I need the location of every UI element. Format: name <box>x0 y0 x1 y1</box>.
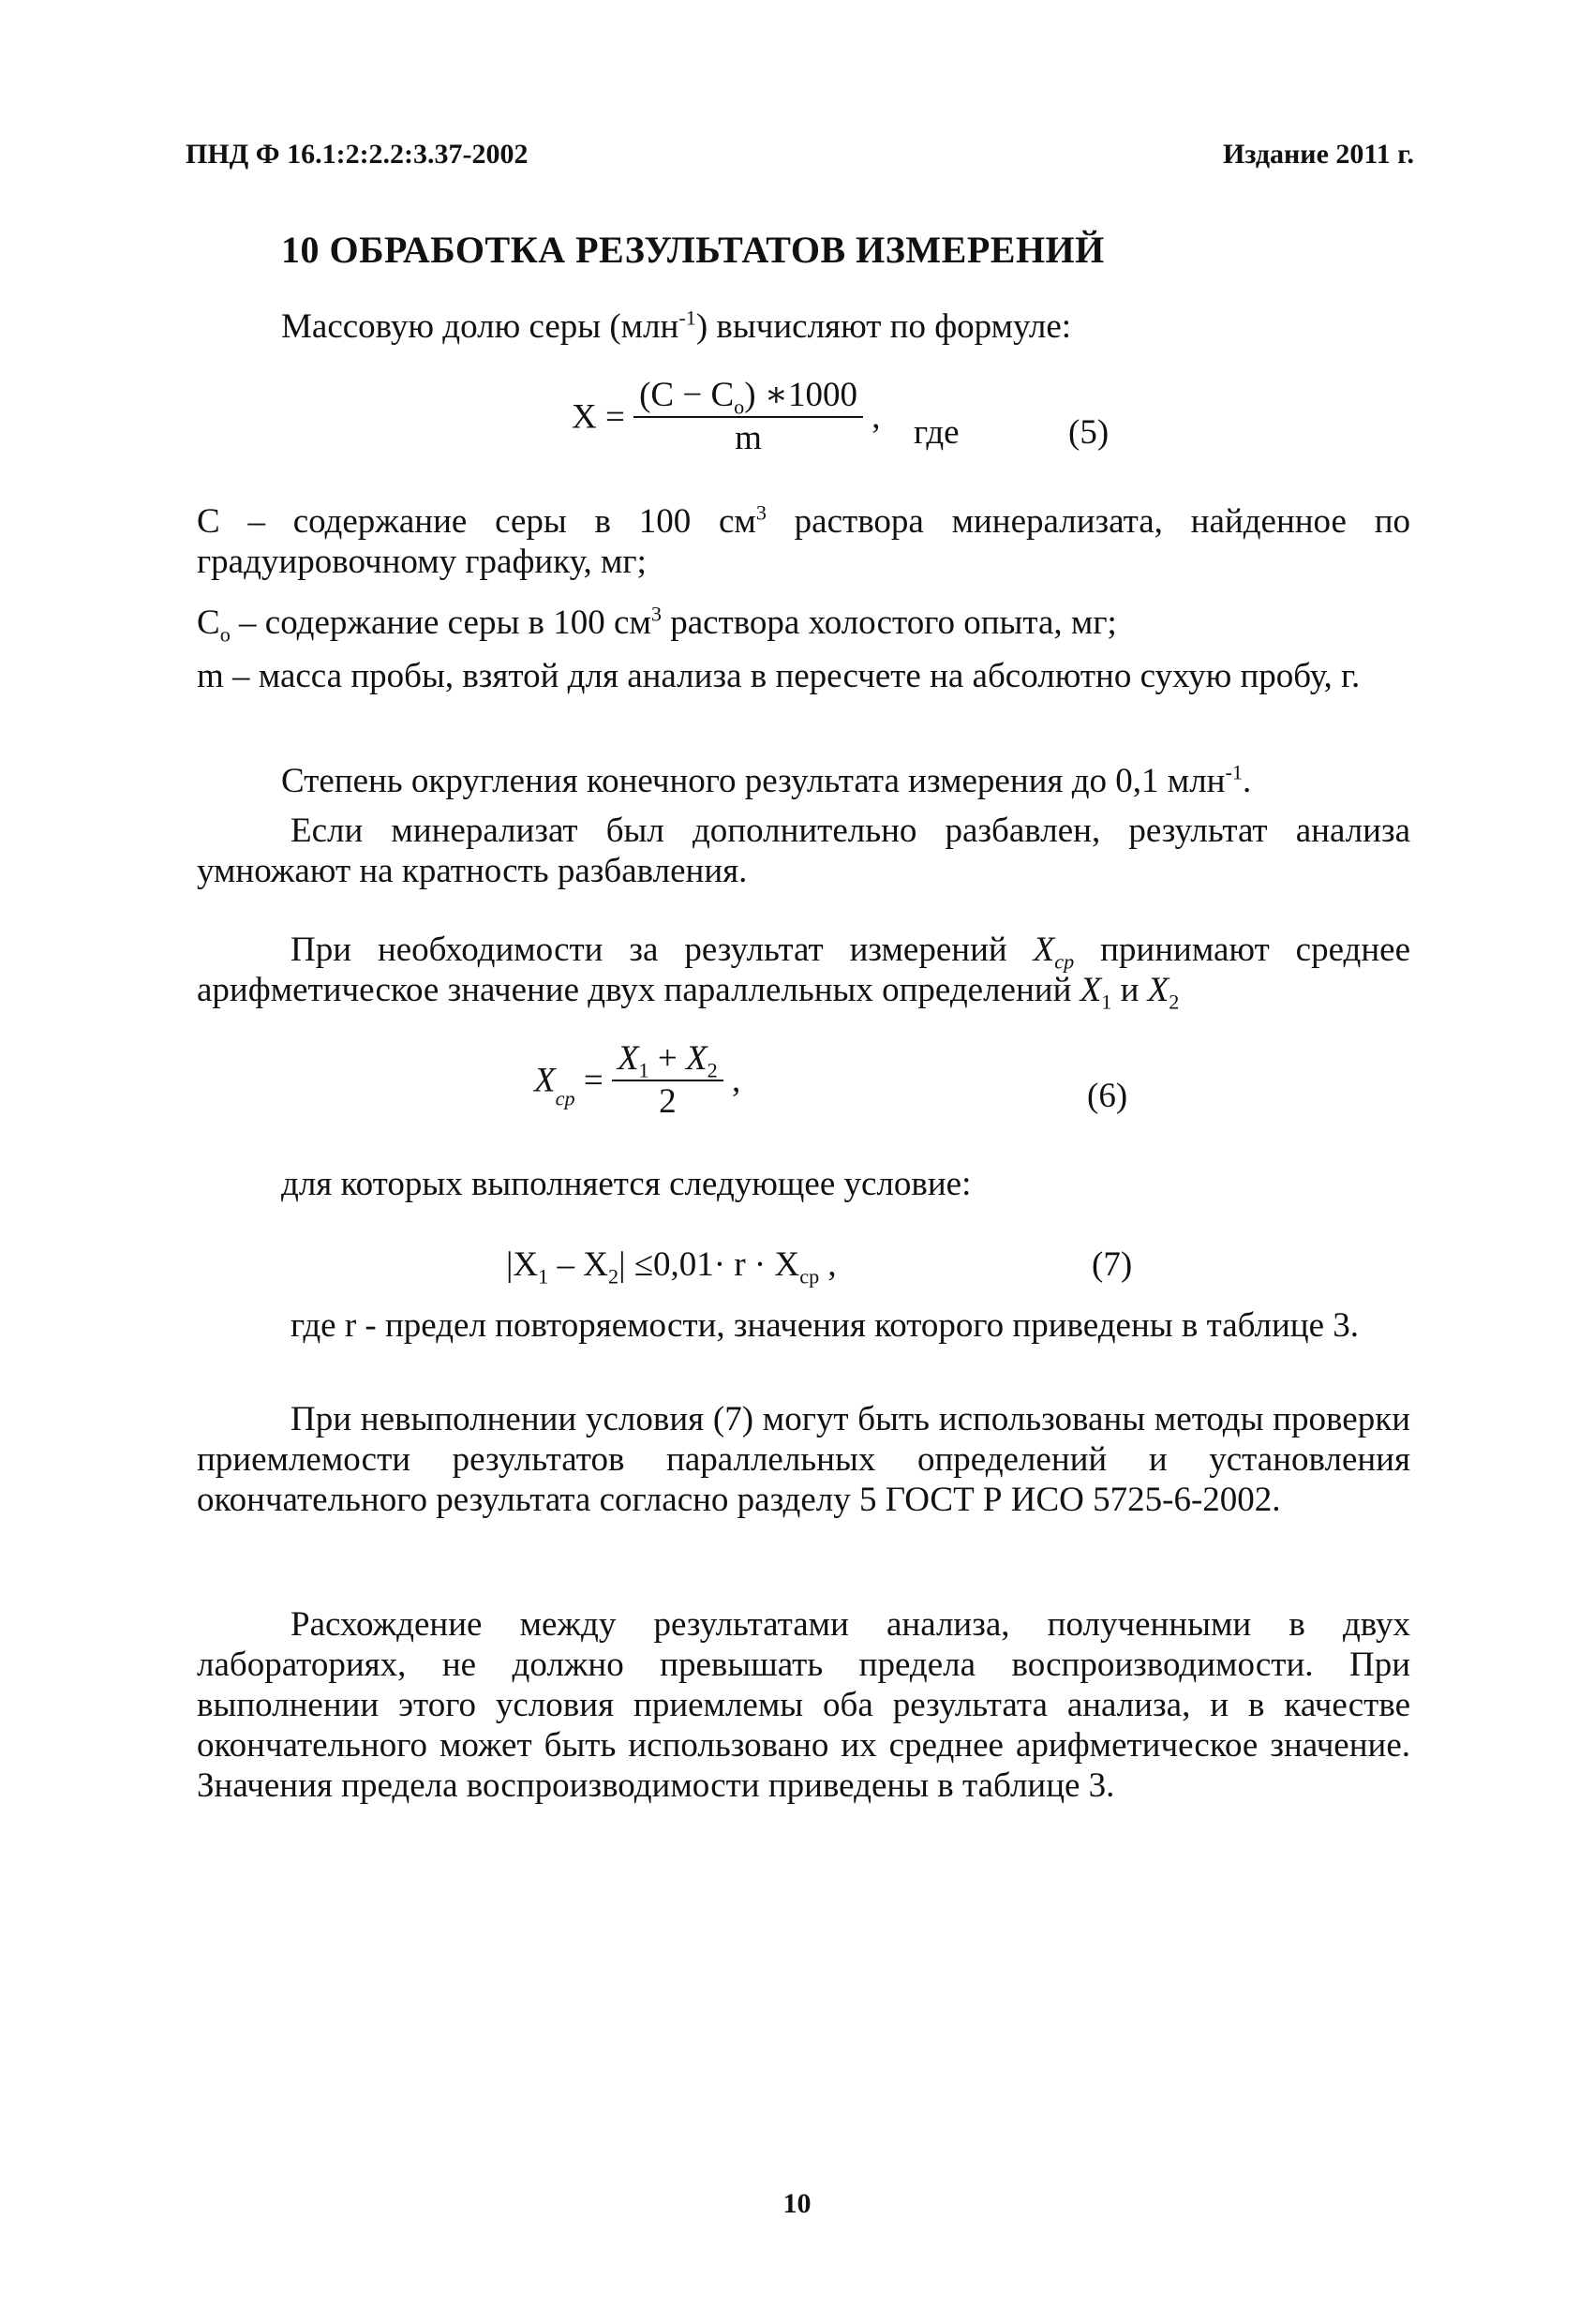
mean-xcp: X <box>1033 931 1055 969</box>
dilution-paragraph: Если минерализат был дополнительно разбавлен, результат анализа умножают на кратность разбавления. <box>197 812 1410 890</box>
formula7-sub1: 1 <box>538 1264 549 1289</box>
mean-x2: X <box>1147 971 1169 1009</box>
rounding-b: . <box>1242 762 1252 800</box>
formula5-number: (5) <box>1068 413 1110 452</box>
formula5-numerator <box>633 375 863 418</box>
page-number: 10 <box>782 2188 812 2219</box>
formula6-x1-sub: 1 <box>638 1058 649 1082</box>
section-title: 10 ОБРАБОТКА РЕЗУЛЬТАТОВ ИЗМЕРЕНИЙ <box>281 229 1105 271</box>
def-co-a: – содержание серы в 100 см <box>230 603 651 642</box>
formula6-fraction <box>612 1038 723 1123</box>
discrepancy-paragraph: Расхождение между результатами анализа, полученными в двух лабораториях, не должно превышать предела воспроизводимости. При выполнении этого условия приемлемы оба результата анализа, и в качестве окончательного может быть использовано их среднее арифметическое значение. Значения предела воспроизводимости приведены в таблице 3. <box>197 1605 1410 1805</box>
condition-intro: для которых выполняется следующее условие: <box>281 1165 972 1203</box>
rounding-line <box>281 761 1251 801</box>
intro-line <box>281 306 1071 347</box>
formula5-fraction <box>633 375 863 459</box>
def-co-sup: 3 <box>650 602 662 626</box>
formula6-number: (6) <box>1087 1077 1128 1115</box>
formula6-numerator <box>612 1038 723 1081</box>
def-c-a: С – содержание серы в 100 см <box>197 502 756 541</box>
mean-t2: принимают среднее арифметическое значение двух параллельных определений <box>197 931 1411 1009</box>
mean-x1: X <box>1080 971 1102 1009</box>
formula6-x2-sub: 2 <box>707 1058 718 1082</box>
formula7-comma: , <box>819 1245 837 1284</box>
formula6-denominator: 2 <box>659 1082 677 1121</box>
formula7-minus: – X <box>548 1245 608 1284</box>
formula5-denominator: m <box>735 419 762 457</box>
def-co-symbol: С <box>197 603 220 642</box>
def-co-sub: о <box>219 622 231 647</box>
formula5-comma: , <box>871 397 881 437</box>
formula5-where: где <box>914 413 960 452</box>
intro-text-before: Массовую долю серы (млн <box>281 307 679 346</box>
repeatability-definition: где r - предел повторяемости, значения которого приведены в таблице 3. <box>290 1306 1360 1345</box>
intro-sup: -1 <box>678 305 696 330</box>
mean-t1: При необходимости за результат измерений <box>290 931 1034 969</box>
formula6-lhs-sub: ср <box>555 1086 575 1110</box>
mean-paragraph <box>197 930 1411 1014</box>
definition-m: m – масса пробы, взятой для анализа в пересчете на абсолютно сухую пробу, г. <box>197 657 1361 695</box>
formula5-num-sub: o <box>734 395 745 419</box>
formula-6 <box>534 1038 740 1123</box>
formula7-sub3: ср <box>799 1264 820 1289</box>
formula5-num-a: (C − C <box>639 376 735 414</box>
formula7-a: |X <box>506 1245 539 1284</box>
formula6-x2: X <box>686 1039 708 1078</box>
def-co-b: раствора холостого опыта, мг; <box>661 603 1117 642</box>
formula5-lhs: X = <box>572 397 625 437</box>
definition-c <box>197 501 1410 582</box>
def-c-sup: 3 <box>755 500 767 525</box>
mean-xcp-sub: ср <box>1054 949 1075 974</box>
doc-code: ПНД Ф 16.1:2:2.2:3.37-2002 <box>186 139 529 170</box>
nonfulfillment-paragraph: При невыполнении условия (7) могут быть использованы методы проверки приемлемости результатов параллельных определений и установления окончательного результата согласно разделу 5 ГОСТ Р ИСО 5725-6-2002. <box>197 1400 1410 1519</box>
formula6-comma: , <box>731 1061 741 1100</box>
formula-5 <box>572 375 880 459</box>
formula6-lhs: X <box>534 1061 556 1100</box>
formula7-number: (7) <box>1092 1245 1133 1284</box>
mean-t3: и <box>1111 971 1148 1009</box>
intro-text-after: ) вычисляют по формуле: <box>695 307 1072 346</box>
def-c-b: раствора минерализата, найденное по градуировочному графику, мг; <box>197 502 1410 581</box>
formula6-equals: = <box>583 1061 603 1100</box>
definition-co <box>197 602 1410 647</box>
formula5-num-b: ) ∗1000 <box>744 376 857 414</box>
rounding-a: Степень округления конечного результата измерения до 0,1 млн <box>281 762 1226 800</box>
formula7-rest: | ≤0,01· r · X <box>618 1245 800 1284</box>
formula7-sub2: 2 <box>607 1264 619 1289</box>
mean-x2-sub: 2 <box>1169 990 1180 1014</box>
mean-x1-sub: 1 <box>1101 990 1112 1014</box>
edition-year: Издание 2011 г. <box>1223 139 1414 170</box>
formula6-plus: + <box>657 1039 678 1078</box>
formula-7 <box>506 1244 837 1289</box>
rounding-sup: -1 <box>1225 760 1243 784</box>
formula6-x1: X <box>617 1039 639 1078</box>
